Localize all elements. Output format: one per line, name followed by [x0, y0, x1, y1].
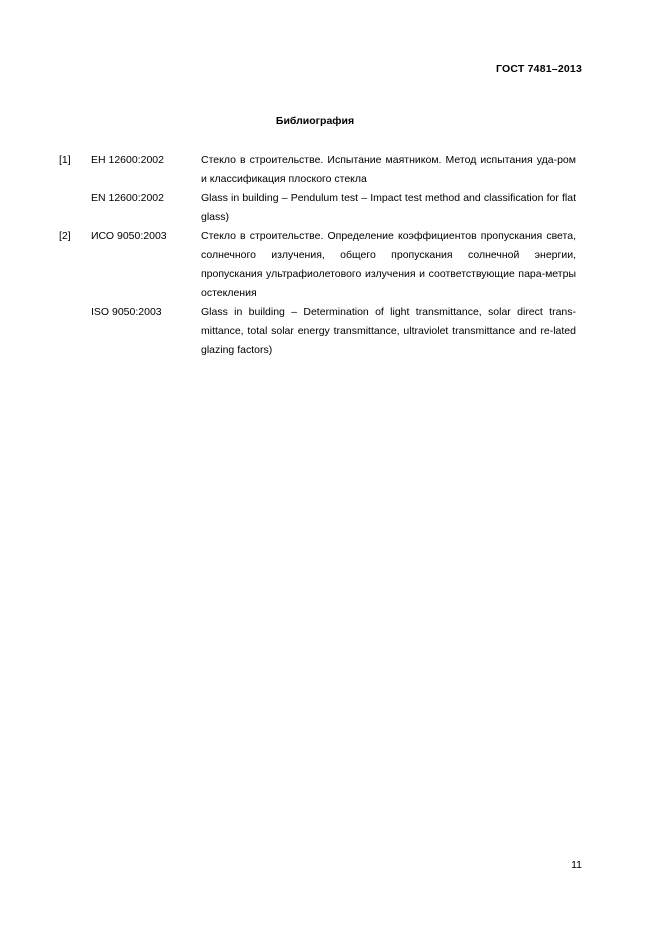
standard-code: EN 12600:2002: [91, 192, 164, 204]
entry-number: [1]: [59, 154, 71, 166]
standard-code: ISO 9050:2003: [91, 306, 162, 318]
document-header-standard: ГОСТ 7481–2013: [496, 63, 582, 75]
bibliography-entry-1-ru: [0, 151, 661, 189]
entry-number: [2]: [59, 230, 71, 242]
standard-code: ЕН 12600:2002: [91, 154, 164, 166]
standard-description: Glass in building – Determination of light transmittance, solar direct trans-mittance, total solar energy transmittance, ultraviolet transmittance and re-lated glazing factors): [201, 306, 576, 356]
bibliography-entry-2-ru: [0, 227, 661, 303]
bibliography-list: [0, 151, 661, 360]
standard-code: ИСО 9050:2003: [91, 230, 167, 242]
standard-description: Glass in building – Pendulum test – Impact test method and classification for flat glass): [201, 192, 576, 223]
standard-description: Стекло в строительстве. Испытание маятником. Метод испытания уда-ром и классификация плоского стекла: [201, 154, 576, 185]
bibliography-entry-2-en: [0, 303, 661, 360]
standard-description: Стекло в строительстве. Определение коэффициентов пропускания света, солнечного излучения, общего пропускания солнечной энергии, пропускания ультрафиолетового излучения и соответствующие пара-метры остекления: [201, 230, 576, 299]
page-number: 11: [571, 859, 582, 871]
bibliography-entry-1-en: [0, 189, 661, 227]
bibliography-title: Библиография: [275, 115, 355, 127]
